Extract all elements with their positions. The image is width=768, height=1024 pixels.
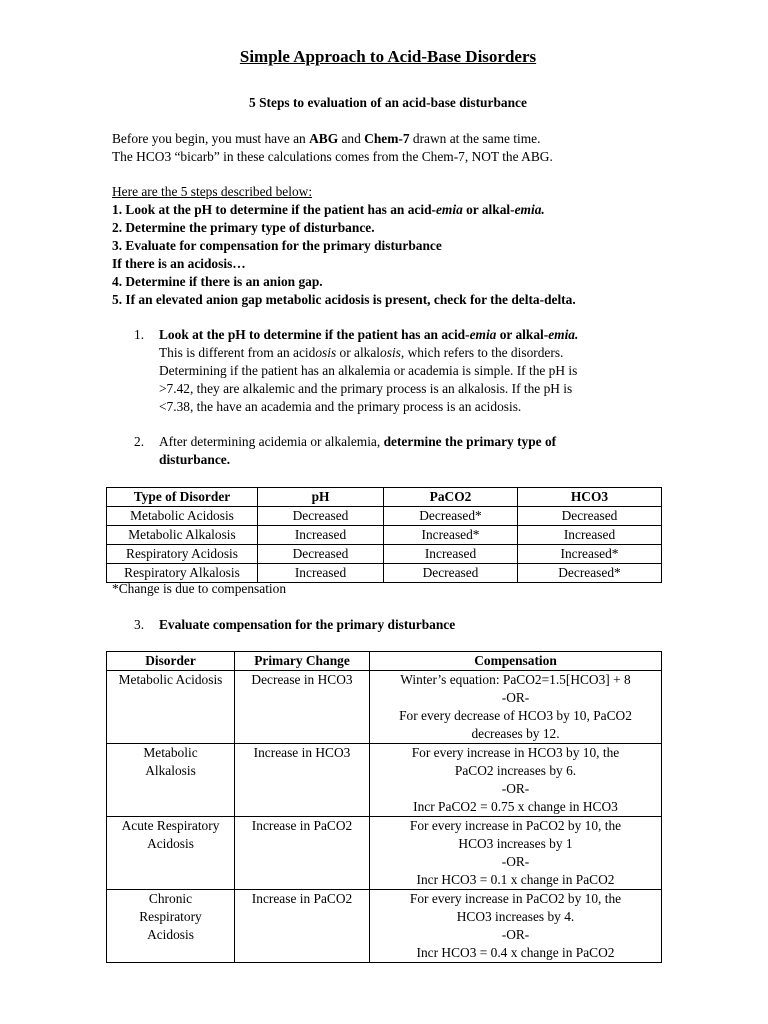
compensation-line: -OR-	[501, 690, 530, 705]
step-text: , which refers to the disorders.	[400, 345, 564, 360]
disorder-line: Chronic	[148, 891, 193, 906]
table-header-cell: Compensation	[370, 652, 662, 671]
primary-change-cell: Increase in PaCO2	[235, 890, 370, 963]
compensation-line: -OR-	[501, 927, 530, 942]
step-text: 1. Look at the pH to determine if the patient has an acid-	[112, 202, 436, 217]
disorder-line: Acute Respiratory	[121, 818, 220, 833]
table-cell: Increased*	[518, 545, 662, 564]
compensation-line: HCO3 increases by 4.	[456, 909, 575, 924]
table-header-row	[107, 652, 662, 671]
table-header-cell: Primary Change	[235, 652, 370, 671]
step-text: 2. Determine the primary type of disturbance.	[112, 220, 375, 235]
compensation-line: For every increase in HCO3 by 10, the	[411, 745, 620, 760]
table-cell: Decreased	[518, 507, 662, 526]
step-text: osis	[380, 345, 401, 360]
compensation-note: *Change is due to compensation	[112, 581, 287, 596]
steps-heading: Here are the 5 steps described below:	[112, 184, 313, 199]
intro-text: drawn at the same time.	[409, 131, 541, 146]
step-text: osis	[315, 345, 337, 360]
table-cell: Respiratory Acidosis	[107, 545, 258, 564]
step-1-line: Determining if the patient has an alkalemia or academia is simple. If the pH is	[159, 363, 578, 378]
intro-chem7: Chem-7	[364, 131, 410, 146]
step-2-line	[159, 433, 634, 451]
disorder-line: Metabolic	[143, 745, 198, 760]
compensation-line: decreases by 12.	[471, 726, 560, 741]
intro-abg: ABG	[309, 131, 339, 146]
step-text: emia.	[514, 202, 545, 217]
compensation-table	[106, 651, 662, 963]
compensation-line: Winter’s equation: PaCO2=1.5[HCO3] + 8	[400, 672, 631, 687]
intro-line-2: The HCO3 “bicarb” in these calculations comes from the Chem-7, NOT the ABG.	[112, 149, 553, 164]
step-2-detail	[134, 433, 634, 469]
compensation-line: Incr HCO3 = 0.4 x change in PaCO2	[416, 945, 615, 960]
disorder-line: Metabolic Acidosis	[118, 672, 223, 687]
table-cell: Decreased	[258, 545, 384, 564]
compensation-line: PaCO2 increases by 6.	[454, 763, 577, 778]
table-header-cell: PaCO2	[384, 488, 518, 507]
table-cell: Increased	[384, 545, 518, 564]
table-cell: Decreased	[384, 564, 518, 583]
table-row	[107, 526, 662, 545]
step-summary-4	[112, 273, 576, 291]
step-text: emia	[469, 327, 497, 342]
step-1-line	[159, 344, 634, 362]
compensation-line: For every decrease of HCO3 by 10, PaCO2	[399, 708, 632, 723]
disorder-line: Acidosis	[147, 836, 194, 851]
step-condition	[112, 255, 576, 273]
table-cell: Respiratory Alkalosis	[107, 564, 258, 583]
step-text: 5. If an elevated anion gap metabolic acidosis is present, check for the delta-delta.	[112, 292, 576, 307]
table-cell: Decreased*	[384, 507, 518, 526]
step-text: emia.	[548, 327, 579, 342]
compensation-line: Incr PaCO2 = 0.75 x change in HCO3	[413, 799, 618, 814]
step-3-detail	[134, 616, 634, 634]
step-text: disturbance.	[159, 452, 231, 467]
step-number: 3.	[134, 617, 145, 632]
page-title: Simple Approach to Acid-Base Disorders	[239, 47, 537, 66]
table-cell: Metabolic Acidosis	[107, 507, 258, 526]
intro-paragraph	[112, 130, 553, 166]
step-text: This is different from an acid	[159, 345, 316, 360]
step-summary-3	[112, 237, 576, 255]
compensation-cell	[370, 890, 662, 963]
table-header-cell: Disorder	[107, 652, 235, 671]
step-number: 2.	[134, 434, 145, 449]
compensation-line: For every increase in PaCO2 by 10, the	[409, 818, 622, 833]
step-summary-5	[112, 291, 576, 309]
page-subtitle: 5 Steps to evaluation of an acid-base disturbance	[249, 95, 527, 110]
step-text: After determining acidemia or alkalemia,	[159, 434, 384, 449]
table-cell: Decreased*	[518, 564, 662, 583]
disorder-type-table	[106, 487, 662, 583]
compensation-line: Incr HCO3 = 0.1 x change in PaCO2	[416, 872, 615, 887]
step-text: determine the primary type of	[383, 434, 557, 449]
intro-line-1	[112, 130, 553, 148]
disorder-line: Alkalosis	[145, 763, 196, 778]
table-row	[107, 545, 662, 564]
compensation-line: -OR-	[501, 854, 530, 869]
step-text: If there is an acidosis…	[112, 256, 246, 271]
step-text: or alkal	[336, 345, 381, 360]
step-summary-2	[112, 219, 576, 237]
steps-summary	[112, 183, 576, 309]
compensation-line: HCO3 increases by 1	[458, 836, 573, 851]
step-3-heading: Evaluate compensation for the primary disturbance	[159, 617, 456, 632]
intro-text: Before you begin, you must have an	[112, 131, 310, 146]
step-1-line: <7.38, the have an academia and the primary process is an acidosis.	[159, 399, 522, 414]
step-1-line: >7.42, they are alkalemic and the primary process is an alkalosis. If the pH is	[159, 381, 573, 396]
table-row	[107, 744, 662, 817]
step-1-heading	[159, 326, 634, 344]
compensation-line: For every increase in PaCO2 by 10, the	[409, 891, 622, 906]
step-text: or alkal-	[462, 202, 515, 217]
table-header-cell: HCO3	[518, 488, 662, 507]
primary-change-cell: Decrease in HCO3	[235, 671, 370, 744]
compensation-cell	[370, 744, 662, 817]
step-summary-1	[112, 201, 576, 219]
table-cell: Metabolic Alkalosis	[107, 526, 258, 545]
table-cell: Increased	[518, 526, 662, 545]
step-text: 4. Determine if there is an anion gap.	[112, 274, 323, 289]
disorder-line: Acidosis	[147, 927, 194, 942]
primary-change-cell: Increase in PaCO2	[235, 817, 370, 890]
step-text: emia	[435, 202, 463, 217]
compensation-line: -OR-	[501, 781, 530, 796]
table-row	[107, 890, 662, 963]
step-number: 1.	[134, 327, 145, 342]
table-row	[107, 671, 662, 744]
table-cell: Increased	[258, 564, 384, 583]
disorder-cell	[107, 817, 235, 890]
step-1-detail	[134, 326, 634, 416]
step-text: or alkal-	[496, 327, 549, 342]
table-header-cell: pH	[258, 488, 384, 507]
table-cell: Increased*	[384, 526, 518, 545]
compensation-cell	[370, 671, 662, 744]
table-row	[107, 817, 662, 890]
step-2-line	[159, 451, 634, 469]
step-text: 3. Evaluate for compensation for the primary disturbance	[112, 238, 442, 253]
table-cell: Increased	[258, 526, 384, 545]
table-cell: Decreased	[258, 507, 384, 526]
primary-change-cell: Increase in HCO3	[235, 744, 370, 817]
table-header-row	[107, 488, 662, 507]
disorder-line: Respiratory	[139, 909, 202, 924]
table-row	[107, 507, 662, 526]
compensation-cell	[370, 817, 662, 890]
intro-text: and	[338, 131, 365, 146]
disorder-cell	[107, 671, 235, 744]
step-text: Look at the pH to determine if the patient has an acid-	[159, 327, 470, 342]
disorder-cell	[107, 744, 235, 817]
disorder-cell	[107, 890, 235, 963]
table-header-cell: Type of Disorder	[107, 488, 258, 507]
